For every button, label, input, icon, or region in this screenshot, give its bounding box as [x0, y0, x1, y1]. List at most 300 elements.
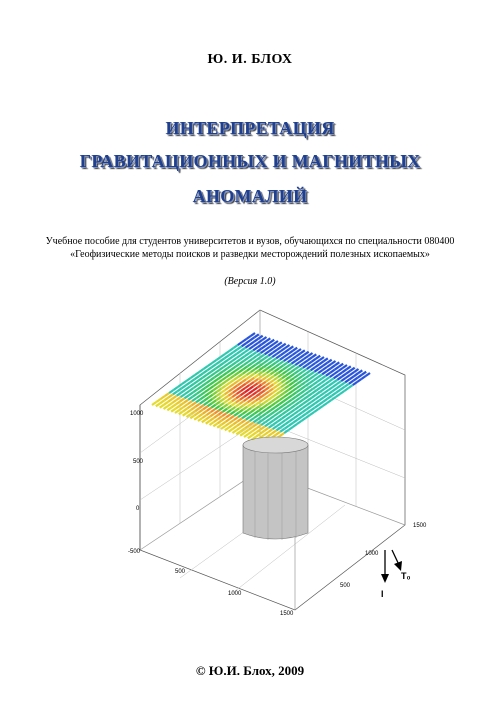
- surface-stripe-segment: [227, 365, 231, 368]
- surface-stripe-segment: [278, 342, 282, 345]
- surface-stripe-segment: [232, 358, 236, 361]
- surface-stripe-segment: [248, 359, 252, 362]
- surface-stripe-segment: [176, 401, 180, 404]
- surface-stripe-segment: [270, 376, 274, 379]
- surface-stripe-segment: [219, 407, 223, 410]
- surface-stripe-segment: [280, 433, 284, 436]
- surface-stripe-segment: [308, 389, 312, 392]
- surface-stripe-segment: [292, 352, 296, 355]
- copyright: © Ю.И. Блох, 2009: [195, 663, 305, 678]
- surface-stripe-segment: [295, 362, 299, 365]
- surface-stripe-segment: [347, 366, 351, 369]
- surface-stripe-segment: [353, 382, 357, 385]
- surface-stripe-segment: [362, 372, 366, 375]
- surface-stripe-segment: [275, 409, 279, 412]
- surface-stripe-segment: [301, 386, 305, 389]
- surface-stripe-segment: [255, 402, 259, 405]
- surface-stripe-segment: [322, 376, 326, 379]
- surface-stripe-segment: [229, 429, 233, 432]
- surface-stripe-segment: [220, 358, 224, 361]
- surface-stripe-segment: [289, 387, 293, 390]
- surface-stripe-segment: [335, 362, 339, 365]
- surface-stripe-segment: [350, 376, 354, 379]
- surface-stripe-segment: [203, 406, 207, 409]
- surface-stripe-segment: [252, 401, 256, 404]
- z-tick-label: -500: [128, 549, 141, 555]
- surface-stripe-segment: [231, 371, 235, 374]
- surface-stripe-segment: [235, 408, 239, 411]
- surface-stripe-segment: [245, 353, 249, 356]
- surface-stripe-segment: [296, 358, 300, 361]
- surface-stripe-segment: [217, 389, 221, 392]
- surface-stripe-segment: [361, 376, 365, 379]
- surface-stripe-segment: [342, 369, 346, 372]
- surface-stripe-segment: [258, 376, 262, 379]
- surface-stripe-segment: [288, 391, 292, 394]
- surface-stripe-segment: [281, 352, 285, 355]
- surface-stripe-segment: [173, 391, 177, 394]
- surface-stripe-segment: [330, 374, 334, 377]
- surface-stripe-segment: [187, 405, 191, 408]
- surface-stripe-segment: [247, 368, 251, 371]
- surface-stripe-segment: [285, 381, 289, 384]
- surface-stripe-segment: [168, 399, 172, 402]
- surface-stripe-segment: [269, 425, 273, 428]
- surface-stripe-segment: [206, 380, 210, 383]
- surface-stripe-segment: [314, 373, 318, 376]
- surface-stripe-segment: [189, 392, 193, 395]
- surface-stripe-segment: [300, 391, 304, 394]
- surface-stripe-segment: [249, 346, 253, 349]
- surface-stripe-segment: [236, 400, 240, 403]
- surface-stripe-segment: [311, 363, 315, 366]
- surface-stripe-segment: [240, 401, 244, 404]
- surface-stripe-segment: [250, 373, 254, 376]
- surface-stripe-segment: [248, 395, 252, 398]
- surface-stripe-segment: [313, 386, 317, 389]
- surface-stripe-segment: [317, 387, 321, 390]
- surface-stripe-segment: [198, 418, 202, 421]
- surface-stripe-segment: [167, 407, 171, 410]
- surface-stripe-segment: [248, 435, 252, 438]
- surface-stripe-segment: [292, 397, 296, 400]
- surface-stripe-segment: [212, 400, 216, 403]
- surface-stripe-segment: [241, 388, 245, 391]
- surface-stripe-segment: [324, 358, 328, 361]
- surface-stripe-segment: [266, 338, 270, 341]
- surface-stripe-segment: [316, 392, 320, 395]
- surface-stripe-segment: [354, 373, 358, 376]
- surface-stripe-segment: [207, 367, 211, 370]
- surface-stripe-segment: [216, 402, 220, 405]
- surface-stripe-segment: [289, 427, 293, 430]
- surface-stripe-segment: [298, 412, 302, 415]
- surface-stripe-segment: [233, 421, 237, 424]
- surface-stripe-segment: [276, 355, 280, 358]
- surface-stripe-segment: [274, 377, 278, 380]
- surface-stripe-segment: [315, 400, 319, 403]
- surface-stripe-segment: [341, 378, 345, 381]
- surface-stripe-segment: [227, 370, 231, 373]
- surface-stripe-segment: [243, 366, 247, 369]
- surface-stripe-segment: [312, 390, 316, 393]
- surface-stripe-segment: [275, 368, 279, 371]
- surface-stripe-segment: [222, 413, 226, 416]
- surface-stripe-segment: [308, 353, 312, 356]
- surface-stripe-segment: [285, 345, 289, 348]
- surface-stripe-segment: [273, 345, 277, 348]
- surface-stripe-segment: [197, 395, 201, 398]
- surface-stripe-segment: [209, 390, 213, 393]
- surface-stripe-segment: [165, 393, 169, 396]
- surface-stripe-segment: [327, 364, 331, 367]
- surface-stripe-segment: [283, 371, 287, 374]
- surface-stripe-segment: [215, 410, 219, 413]
- surface-stripe-segment: [342, 374, 346, 377]
- surface-stripe-segment: [258, 336, 262, 339]
- surface-stripe-segment: [304, 356, 308, 359]
- surface-stripe-segment: [261, 350, 265, 353]
- surface-stripe-segment: [291, 369, 295, 372]
- surface-stripe-segment: [258, 344, 262, 347]
- surface-stripe-segment: [307, 366, 311, 369]
- surface-stripe-segment: [265, 387, 269, 390]
- surface-stripe-segment: [191, 407, 195, 410]
- surface-stripe-segment: [242, 339, 246, 342]
- surface-stripe-segment: [233, 354, 237, 357]
- surface-stripe-segment: [202, 383, 206, 386]
- surface-stripe-segment: [218, 384, 222, 387]
- surface-stripe-segment: [322, 371, 326, 374]
- surface-stripe-segment: [289, 382, 293, 385]
- surface-stripe-segment: [242, 420, 246, 423]
- surface-stripe-segment: [161, 396, 165, 399]
- surface-stripe-segment: [227, 406, 231, 409]
- surface-stripe-segment: [315, 405, 319, 408]
- surface-stripe-segment: [289, 423, 293, 426]
- surface-stripe-segment: [237, 346, 241, 349]
- surface-stripe-segment: [172, 404, 176, 407]
- surface-stripe-segment: [238, 382, 242, 385]
- surface-stripe-segment: [329, 383, 333, 386]
- surface-stripe-segment: [308, 357, 312, 360]
- surface-stripe-segment: [233, 349, 237, 352]
- surface-stripe-segment: [241, 348, 245, 351]
- surface-stripe-segment: [215, 406, 219, 409]
- surface-stripe-segment: [321, 380, 325, 383]
- surface-stripe-segment: [298, 417, 302, 420]
- surface-stripe-segment: [173, 396, 177, 399]
- surface-stripe-segment: [272, 354, 276, 357]
- surface-stripe-segment: [312, 359, 316, 362]
- surface-stripe-segment: [242, 375, 246, 378]
- surface-stripe-segment: [289, 346, 293, 349]
- surface-stripe-segment: [324, 394, 328, 397]
- surface-stripe-segment: [237, 427, 241, 430]
- surface-stripe-segment: [249, 386, 253, 389]
- surface-stripe-segment: [304, 360, 308, 363]
- surface-stripe-segment: [311, 367, 315, 370]
- surface-stripe-segment: [333, 384, 337, 387]
- surface-stripe-segment: [254, 339, 258, 342]
- surface-stripe-segment: [266, 410, 270, 413]
- surface-stripe-segment: [244, 362, 248, 365]
- surface-stripe-segment: [239, 369, 243, 372]
- surface-stripe-segment: [246, 376, 250, 379]
- surface-stripe-segment: [292, 392, 296, 395]
- surface-stripe-segment: [274, 413, 278, 416]
- surface-stripe-segment: [306, 411, 310, 414]
- surface-stripe-segment: [234, 381, 238, 384]
- surface-stripe-segment: [316, 356, 320, 359]
- surface-stripe-segment: [284, 430, 288, 433]
- surface-stripe-segment: [231, 407, 235, 410]
- surface-stripe-segment: [185, 391, 189, 394]
- surface-stripe-segment: [240, 356, 244, 359]
- surface-stripe-segment: [256, 398, 260, 401]
- surface-stripe-segment: [283, 362, 287, 365]
- surface-stripe-segment: [273, 390, 277, 393]
- surface-stripe-segment: [324, 390, 328, 393]
- surface-stripe-segment: [261, 346, 265, 349]
- surface-stripe-segment: [283, 403, 287, 406]
- surface-stripe-segment: [277, 347, 281, 350]
- surface-stripe-segment: [314, 377, 318, 380]
- surface-stripe-segment: [331, 365, 335, 368]
- surface-stripe-segment: [299, 368, 303, 371]
- surface-stripe-segment: [195, 372, 199, 375]
- surface-stripe-segment: [242, 379, 246, 382]
- surface-stripe-segment: [287, 368, 291, 371]
- surface-stripe-segment: [221, 390, 225, 393]
- surface-stripe-segment: [221, 354, 225, 357]
- surface-stripe-segment: [233, 426, 237, 429]
- surface-stripe-segment: [334, 371, 338, 374]
- surface-stripe-segment: [280, 397, 284, 400]
- surface-stripe-segment: [219, 371, 223, 374]
- surface-stripe-segment: [274, 417, 278, 420]
- surface-stripe-segment: [335, 367, 339, 370]
- surface-stripe-segment: [238, 378, 242, 381]
- surface-stripe-segment: [323, 403, 327, 406]
- surface-stripe-segment: [296, 394, 300, 397]
- surface-stripe-segment: [282, 380, 286, 383]
- surface-stripe-segment: [225, 423, 229, 426]
- surface-stripe-segment: [178, 384, 182, 387]
- surface-stripe-segment: [284, 354, 288, 357]
- surface-stripe-segment: [241, 384, 245, 387]
- surface-stripe-segment: [267, 370, 271, 373]
- surface-stripe-segment: [229, 424, 233, 427]
- surface-stripe-segment: [199, 405, 203, 408]
- surface-stripe-segment: [340, 387, 344, 390]
- surface-stripe-segment: [268, 357, 272, 360]
- cylinder-body: [243, 437, 308, 540]
- surface-stripe-segment: [262, 341, 266, 344]
- surface-stripe-segment: [291, 405, 295, 408]
- surface-stripe-segment: [246, 412, 250, 415]
- surface-stripe-segment: [285, 390, 289, 393]
- surface-stripe-segment: [250, 342, 254, 345]
- surface-stripe-segment: [265, 423, 269, 426]
- surface-stripe-segment: [214, 379, 218, 382]
- surface-stripe-segment: [181, 390, 185, 393]
- title-line-3: АНОМАЛИЙ: [192, 186, 308, 206]
- surface-stripe-segment: [258, 380, 262, 383]
- surface-stripe-segment: [285, 426, 289, 429]
- surface-stripe-segment: [169, 390, 173, 393]
- t0-label: T₀: [401, 571, 411, 581]
- surface-stripe-segment: [329, 387, 333, 390]
- surface-stripe-segment: [210, 382, 214, 385]
- surface-stripe-segment: [228, 357, 232, 360]
- surface-stripe-segment: [247, 408, 251, 411]
- surface-stripe-segment: [337, 381, 341, 384]
- surface-stripe-segment: [160, 405, 164, 408]
- surface-stripe-segment: [297, 421, 301, 424]
- surface-stripe-segment: [319, 366, 323, 369]
- x-tick-label: 500: [175, 569, 186, 575]
- surface-stripe-segment: [251, 365, 255, 368]
- surface-stripe-segment: [282, 416, 286, 419]
- surface-stripe-segment: [326, 377, 330, 380]
- surface-stripe-segment: [275, 404, 279, 407]
- surface-stripe-segment: [280, 357, 284, 360]
- surface-stripe-segment: [272, 399, 276, 402]
- surface-stripe-segment: [226, 383, 230, 386]
- surface-stripe-segment: [218, 416, 222, 419]
- surface-stripe-segment: [330, 370, 334, 373]
- surface-stripe-segment: [333, 380, 337, 383]
- surface-stripe-segment: [233, 430, 237, 433]
- surface-stripe-segment: [236, 364, 240, 367]
- surface-stripe-segment: [253, 347, 257, 350]
- surface-stripe-segment: [265, 428, 269, 431]
- surface-stripe-segment: [203, 375, 207, 378]
- surface-stripe-segment: [243, 402, 247, 405]
- surface-stripe-segment: [266, 419, 270, 422]
- surface-stripe-segment: [236, 359, 240, 362]
- surface-stripe-segment: [302, 409, 306, 412]
- surface-stripe-segment: [323, 399, 327, 402]
- surface-stripe-segment: [229, 348, 233, 351]
- surface-stripe-segment: [211, 369, 215, 372]
- surface-stripe-segment: [357, 379, 361, 382]
- surface-stripe-segment: [274, 341, 278, 344]
- surface-stripe-segment: [228, 361, 232, 364]
- surface-stripe-segment: [224, 400, 228, 403]
- surface-stripe-segment: [169, 394, 173, 397]
- surface-stripe-segment: [203, 370, 207, 373]
- surface-stripe-segment: [212, 360, 216, 363]
- surface-stripe-segment: [306, 375, 310, 378]
- surface-stripe-segment: [261, 426, 265, 429]
- surface-stripe-segment: [320, 393, 324, 396]
- surface-stripe-segment: [230, 375, 234, 378]
- surface-stripe-segment: [215, 370, 219, 373]
- surface-stripe-segment: [281, 424, 285, 427]
- surface-stripe-segment: [295, 402, 299, 405]
- surface-stripe-segment: [239, 405, 243, 408]
- surface-stripe-segment: [358, 370, 362, 373]
- surface-stripe-segment: [244, 394, 248, 397]
- surface-stripe-segment: [270, 416, 274, 419]
- surface-stripe-segment: [286, 377, 290, 380]
- surface-stripe-segment: [280, 429, 284, 432]
- surface-stripe-segment: [249, 391, 253, 394]
- surface-stripe-segment: [230, 416, 234, 419]
- surface-stripe-segment: [338, 377, 342, 380]
- surface-stripe-segment: [171, 409, 175, 412]
- surface-stripe-segment: [306, 415, 310, 418]
- surface-stripe-segment: [216, 361, 220, 364]
- surface-stripe-segment: [264, 392, 268, 395]
- surface-stripe-segment: [229, 388, 233, 391]
- surface-stripe-segment: [197, 391, 201, 394]
- surface-stripe-segment: [233, 390, 237, 393]
- surface-stripe-segment: [306, 379, 310, 382]
- surface-stripe-segment: [339, 364, 343, 367]
- surface-stripe-segment: [310, 412, 314, 415]
- surface-stripe-segment: [188, 401, 192, 404]
- surface-stripe-segment: [300, 355, 304, 358]
- surface-stripe-segment: [275, 364, 279, 367]
- surface-stripe-segment: [272, 358, 276, 361]
- surface-stripe-segment: [270, 380, 274, 383]
- surface-stripe-segment: [289, 351, 293, 354]
- surface-stripe-segment: [244, 358, 248, 361]
- surface-stripe-segment: [303, 365, 307, 368]
- surface-stripe-segment: [247, 372, 251, 375]
- surface-stripe-segment: [269, 344, 273, 347]
- surface-stripe-segment: [245, 349, 249, 352]
- surface-stripe-segment: [294, 375, 298, 378]
- y-tick-label: 500: [340, 583, 351, 589]
- surface-stripe-segment: [337, 385, 341, 388]
- surface-stripe-segment: [328, 396, 332, 399]
- surface-stripe-segment: [307, 406, 311, 409]
- surface-stripe-segment: [276, 360, 280, 363]
- surface-stripe-segment: [344, 388, 348, 391]
- description-line-2: «Геофизические методы поисков и разведки месторождений полезных ископаемых»: [70, 249, 430, 260]
- surface-stripe-segment: [237, 423, 241, 426]
- surface-stripe-segment: [223, 373, 227, 376]
- surface-stripe-segment: [156, 403, 160, 406]
- surface-stripe-segment: [229, 384, 233, 387]
- surface-stripe-segment: [152, 402, 156, 405]
- surface-stripe-segment: [223, 409, 227, 412]
- surface-stripe-segment: [349, 385, 353, 388]
- surface-stripe-segment: [221, 386, 225, 389]
- surface-stripe-segment: [227, 374, 231, 377]
- surface-stripe-segment: [320, 357, 324, 360]
- surface-stripe-segment: [293, 348, 297, 351]
- surface-stripe-segment: [218, 420, 222, 423]
- surface-stripe-segment: [234, 413, 238, 416]
- surface-stripe-segment: [336, 394, 340, 397]
- surface-stripe-segment: [196, 404, 200, 407]
- surface-stripe-segment: [345, 384, 349, 387]
- surface-stripe-segment: [186, 382, 190, 385]
- surface-stripe-segment: [267, 366, 271, 369]
- surface-stripe-segment: [168, 403, 172, 406]
- surface-stripe-segment: [242, 343, 246, 346]
- surface-stripe-segment: [269, 420, 273, 423]
- surface-stripe-segment: [294, 411, 298, 414]
- y-tick-label: 1500: [413, 523, 427, 529]
- surface-stripe-segment: [223, 368, 227, 371]
- surface-stripe-segment: [272, 394, 276, 397]
